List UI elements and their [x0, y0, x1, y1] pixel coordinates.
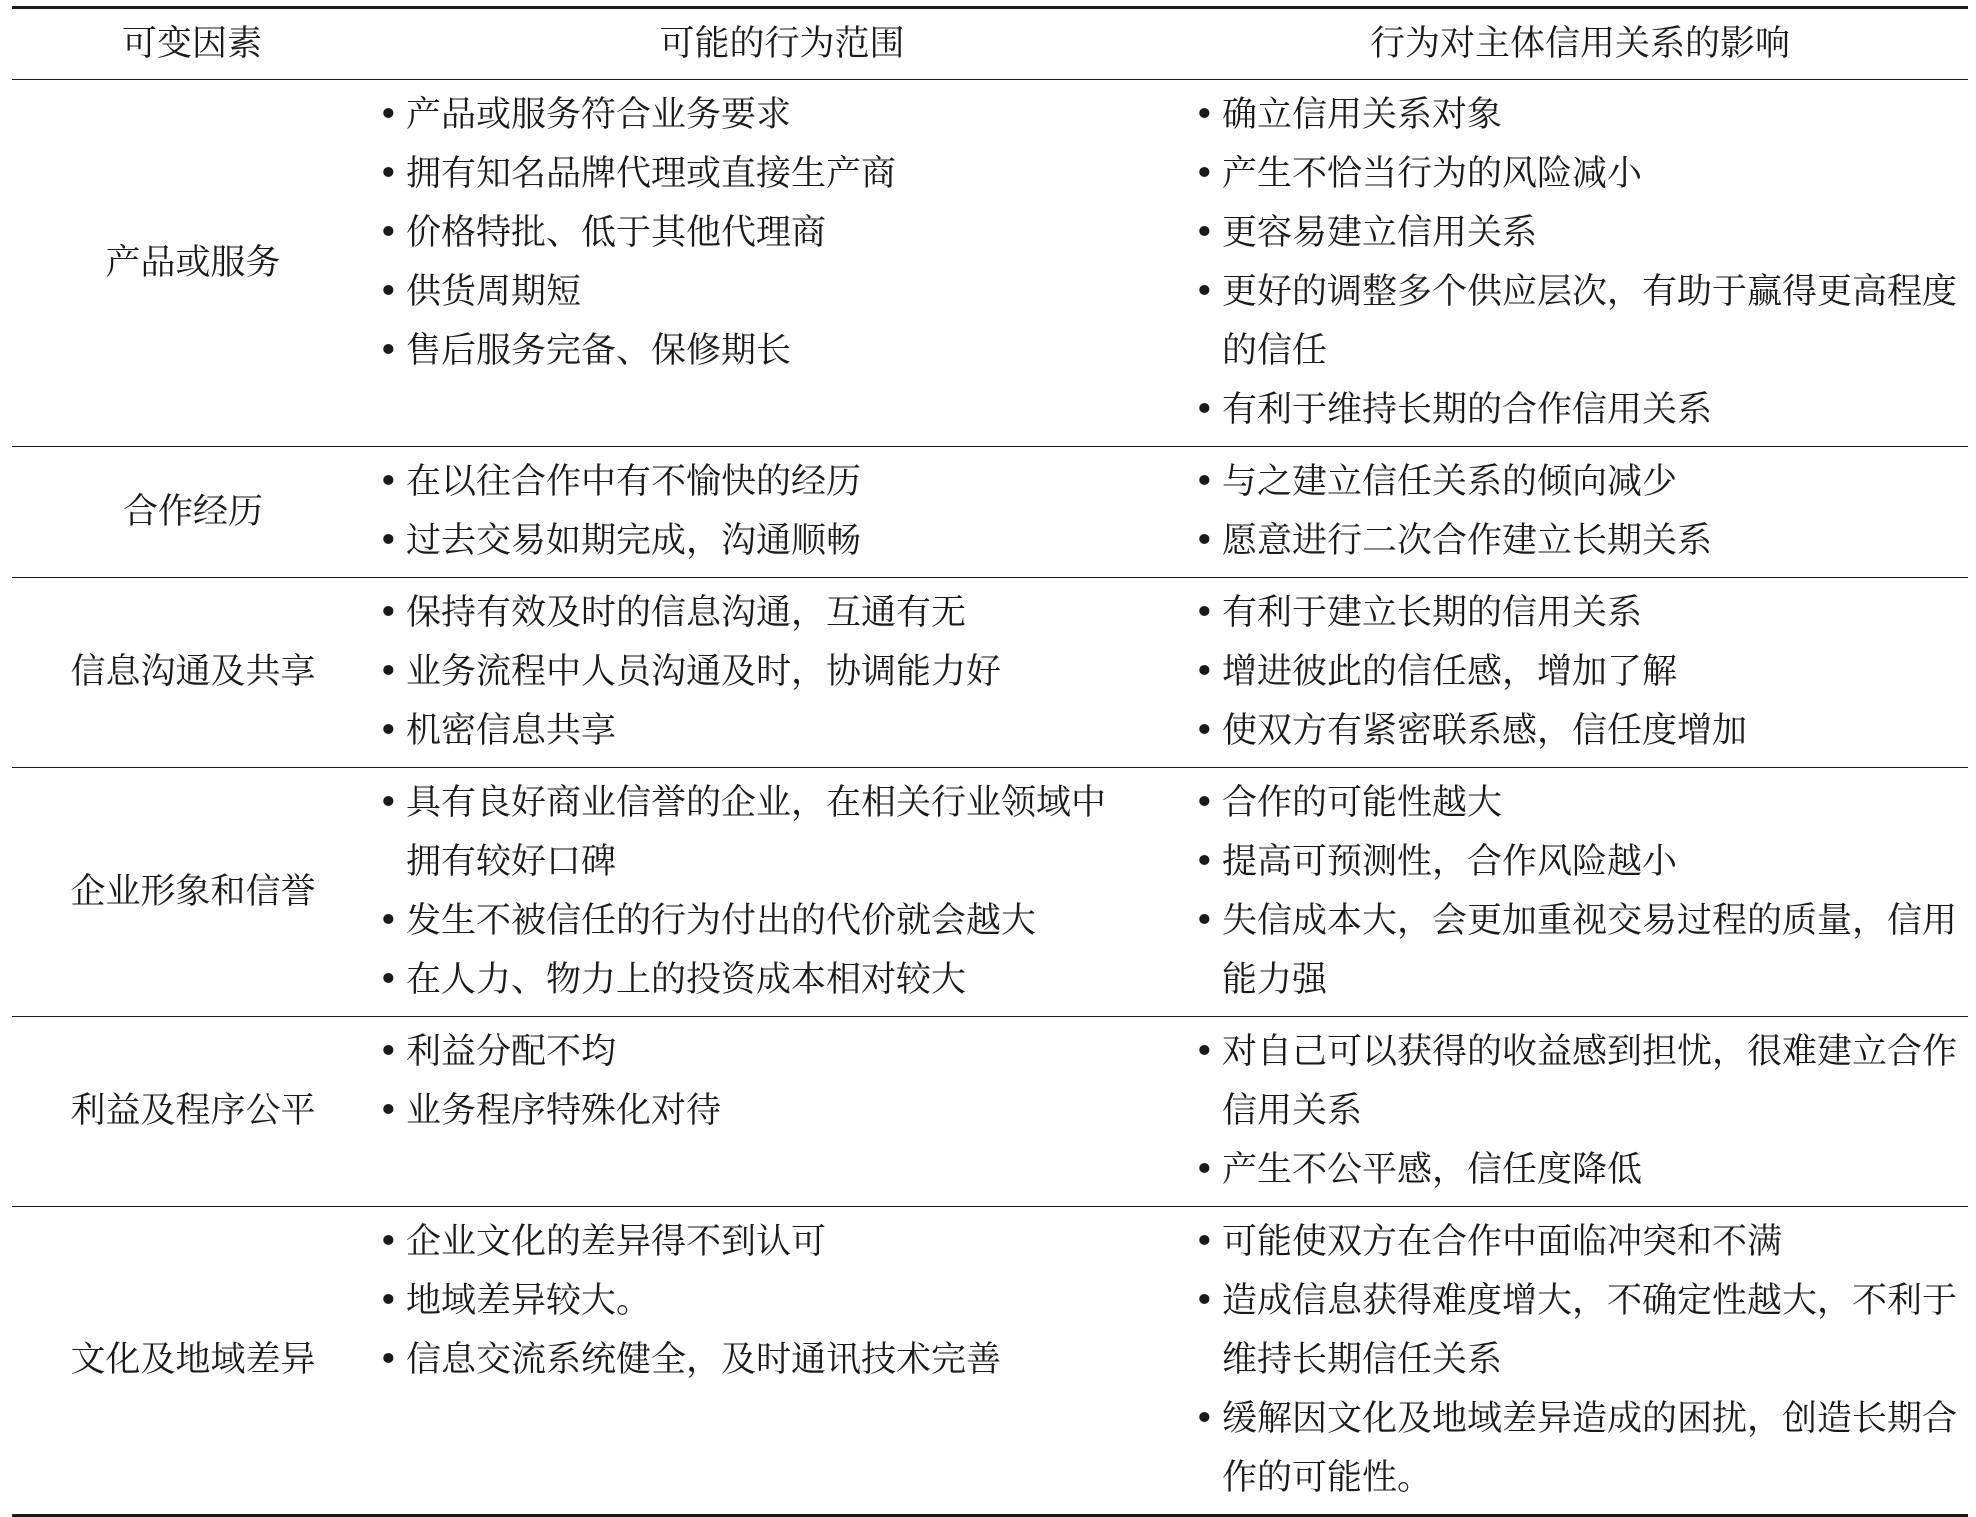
effect-cell [1192, 768, 1968, 1017]
effect-cell [1192, 447, 1968, 578]
header-factor: 可变因素 [12, 8, 372, 80]
header-row [12, 8, 1968, 80]
effect-cell [1192, 578, 1968, 768]
range-cell [372, 447, 1192, 578]
range-item: • 发生不被信任的行为付出的代价就会越大 [376, 892, 1132, 951]
range-item: • 利益分配不均 [376, 1023, 1132, 1082]
table-body [12, 80, 1968, 1516]
range-list [372, 774, 1192, 1010]
table-row [12, 1207, 1968, 1516]
effect-item: • 提高可预测性，合作风险越小 [1192, 833, 1962, 892]
range-item: • 具有良好商业信誉的企业，在相关行业领域中拥有较好口碑 [376, 774, 1132, 892]
effect-item: • 产生不恰当行为的风险减小 [1192, 145, 1962, 204]
effect-item: • 对自己可以获得的收益感到担忧，很难建立合作信用关系 [1192, 1023, 1962, 1141]
range-item: • 供货周期短 [376, 263, 1132, 322]
range-item: • 机密信息共享 [376, 702, 1132, 761]
factor-cell: 企业形象和信誉 [12, 768, 372, 1017]
table-row [12, 447, 1968, 578]
range-item: • 信息交流系统健全，及时通讯技术完善 [376, 1331, 1132, 1390]
range-item: • 价格特批、低于其他代理商 [376, 204, 1132, 263]
effect-cell [1192, 1017, 1968, 1207]
table-row [12, 768, 1968, 1017]
range-item: • 在人力、物力上的投资成本相对较大 [376, 951, 1132, 1010]
effect-item: • 确立信用关系对象 [1192, 86, 1962, 145]
effect-item: • 失信成本大，会更加重视交易过程的质量，信用能力强 [1192, 892, 1962, 1010]
effect-item: • 使双方有紧密联系感，信任度增加 [1192, 702, 1962, 761]
effect-list [1192, 584, 1968, 761]
range-item: • 企业文化的差异得不到认可 [376, 1213, 1132, 1272]
effect-item: • 有利于维持长期的合作信用关系 [1192, 381, 1962, 440]
range-item: • 业务流程中人员沟通及时，协调能力好 [376, 643, 1132, 702]
range-item: • 过去交易如期完成，沟通顺畅 [376, 512, 1132, 571]
effect-cell [1192, 80, 1968, 447]
factor-cell: 文化及地域差异 [12, 1207, 372, 1516]
header-range: 可能的行为范围 [372, 8, 1192, 80]
range-list [372, 584, 1192, 761]
range-item: • 拥有知名品牌代理或直接生产商 [376, 145, 1132, 204]
effect-list [1192, 86, 1968, 440]
effect-item: • 更好的调整多个供应层次，有助于赢得更高程度的信任 [1192, 263, 1962, 381]
effect-item: • 有利于建立长期的信用关系 [1192, 584, 1962, 643]
effect-item: • 产生不公平感，信任度降低 [1192, 1141, 1962, 1200]
range-item: • 在以往合作中有不愉快的经历 [376, 453, 1132, 512]
effect-list [1192, 774, 1968, 1010]
factor-cell: 合作经历 [12, 447, 372, 578]
effect-list [1192, 1213, 1968, 1508]
range-list [372, 86, 1192, 381]
factor-cell: 利益及程序公平 [12, 1017, 372, 1207]
range-cell [372, 1017, 1192, 1207]
range-cell [372, 80, 1192, 447]
factor-cell: 信息沟通及共享 [12, 578, 372, 768]
range-item: • 业务程序特殊化对待 [376, 1082, 1132, 1141]
effect-list [1192, 453, 1968, 571]
range-cell [372, 578, 1192, 768]
table-row [12, 80, 1968, 447]
header-effect: 行为对主体信用关系的影响 [1192, 8, 1968, 80]
range-list [372, 1023, 1192, 1141]
effect-item: • 更容易建立信用关系 [1192, 204, 1962, 263]
range-cell [372, 1207, 1192, 1516]
effect-item: • 合作的可能性越大 [1192, 774, 1962, 833]
range-list [372, 1213, 1192, 1390]
table-row [12, 578, 1968, 768]
effect-item: • 缓解因文化及地域差异造成的困扰，创造长期合作的可能性。 [1192, 1390, 1962, 1508]
effect-list [1192, 1023, 1968, 1200]
range-cell [372, 768, 1192, 1017]
factor-cell: 产品或服务 [12, 80, 372, 447]
credit-factors-table [12, 6, 1968, 1517]
effect-cell [1192, 1207, 1968, 1516]
effect-item: • 可能使双方在合作中面临冲突和不满 [1192, 1213, 1962, 1272]
range-list [372, 453, 1192, 571]
effect-item: • 与之建立信任关系的倾向减少 [1192, 453, 1962, 512]
range-item: • 产品或服务符合业务要求 [376, 86, 1132, 145]
range-item: • 地域差异较大。 [376, 1272, 1132, 1331]
table-header [12, 8, 1968, 80]
effect-item: • 增进彼此的信任感，增加了解 [1192, 643, 1962, 702]
effect-item: • 愿意进行二次合作建立长期关系 [1192, 512, 1962, 571]
range-item: • 保持有效及时的信息沟通，互通有无 [376, 584, 1132, 643]
range-item: • 售后服务完备、保修期长 [376, 322, 1132, 381]
table-row [12, 1017, 1968, 1207]
effect-item: • 造成信息获得难度增大，不确定性越大，不利于维持长期信任关系 [1192, 1272, 1962, 1390]
